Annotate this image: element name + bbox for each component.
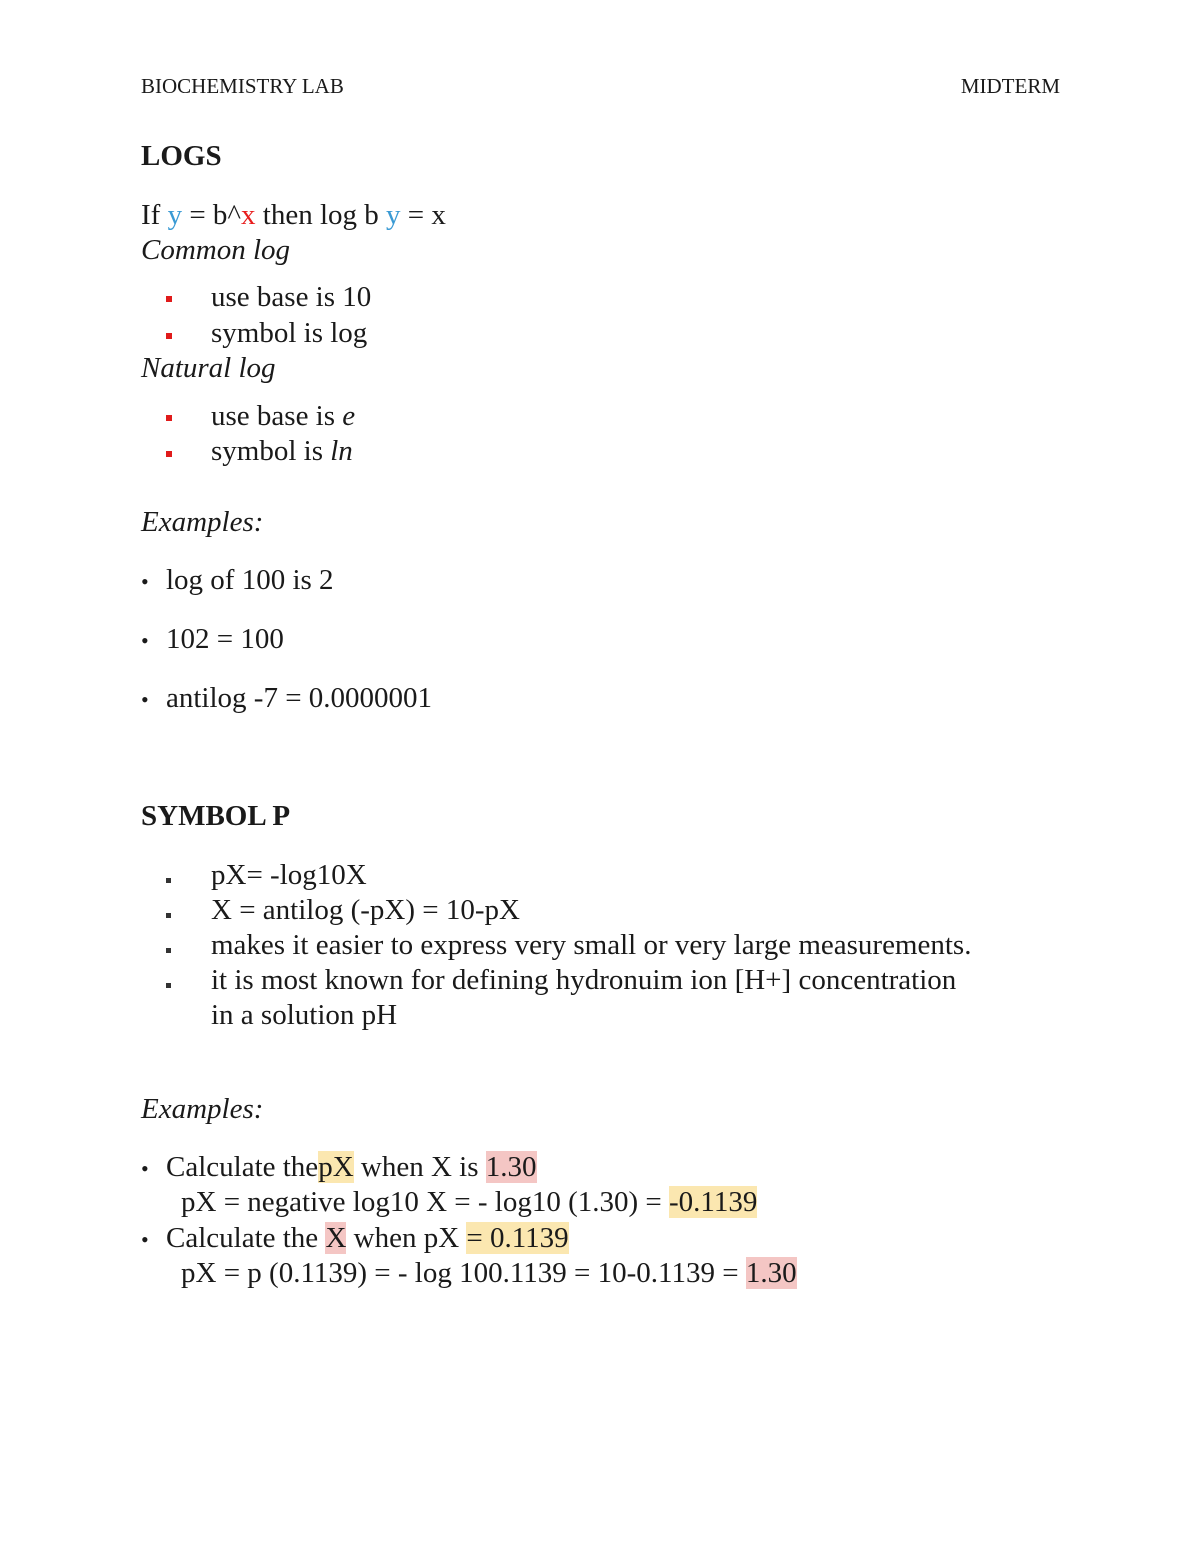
symbol-p-item: makes it easier to express very small or very large measurements. <box>211 929 972 961</box>
def-var-y: y <box>167 199 183 231</box>
bullet-square <box>166 451 172 457</box>
highlight-value: = 0.1139 <box>466 1222 569 1254</box>
common-log-item: symbol is log <box>211 317 368 349</box>
highlight-x: X <box>325 1222 347 1254</box>
log-definition <box>141 199 446 232</box>
calculation-text: pX = p (0.1139) = - log 100.1139 = 10-0.1139 = <box>181 1257 746 1289</box>
example-1-calculation <box>181 1186 757 1219</box>
natural-log-item-var: ln <box>330 435 353 467</box>
highlight-value: 1.30 <box>485 1151 537 1183</box>
example-1 <box>166 1151 537 1184</box>
symbol-p-title: SYMBOL P <box>141 800 291 832</box>
example-2-text: when pX <box>346 1222 467 1254</box>
bullet-square <box>166 983 171 988</box>
bullet-dot: • <box>141 687 149 712</box>
def-part-3: then log b <box>255 199 387 231</box>
bullet-square <box>166 333 172 339</box>
natural-log-item-text: symbol is <box>211 435 331 467</box>
example-2 <box>166 1222 569 1255</box>
highlight-result: 1.30 <box>745 1257 797 1289</box>
logs-title: LOGS <box>141 140 222 172</box>
def-part-4: = x <box>400 199 446 231</box>
symbol-p-item-continued: in a solution pH <box>211 999 398 1031</box>
example-1-text: Calculate the <box>166 1151 319 1183</box>
def-part-1: If <box>141 199 168 231</box>
highlight-result: -0.1139 <box>669 1186 758 1218</box>
highlight-px: pX <box>318 1151 354 1183</box>
natural-log-item-text: use base is <box>211 400 343 432</box>
bullet-dot: • <box>141 569 149 594</box>
symbol-p-item: X = antilog (-pX) = 10-pX <box>211 894 520 926</box>
bullet-dot: • <box>141 628 149 653</box>
examples-heading-2: Examples: <box>141 1093 264 1125</box>
natural-log-heading: Natural log <box>141 352 276 384</box>
bullet-dot: • <box>141 1156 149 1181</box>
common-log-item: use base is 10 <box>211 281 372 313</box>
bullet-square <box>166 913 171 918</box>
example-2-text: Calculate the <box>166 1222 326 1254</box>
symbol-p-item: pX= -log10X <box>211 859 367 891</box>
def-part-2: = b^ <box>182 199 242 231</box>
natural-log-item-var: e <box>342 400 356 432</box>
bullet-square <box>166 296 172 302</box>
example-1-text: when X is <box>353 1151 486 1183</box>
bullet-square <box>166 948 171 953</box>
def-var-y-2: y <box>386 199 401 231</box>
natural-log-item <box>211 400 355 433</box>
calculation-text: pX = negative log10 X = - log10 (1.30) = <box>181 1186 670 1218</box>
bullet-square <box>166 878 171 883</box>
example-item: antilog -7 = 0.0000001 <box>166 682 433 714</box>
example-item: 102 = 100 <box>166 623 284 655</box>
common-log-heading: Common log <box>141 234 291 266</box>
example-item: log of 100 is 2 <box>166 564 334 596</box>
header-left: BIOCHEMISTRY LAB <box>141 74 344 98</box>
bullet-square <box>166 415 172 421</box>
examples-heading: Examples: <box>141 506 264 538</box>
def-var-x: x <box>241 199 256 231</box>
example-2-calculation <box>181 1257 797 1290</box>
symbol-p-item: it is most known for defining hydronuim ion [H+] concentration <box>211 964 957 996</box>
header-right: MIDTERM <box>960 74 1060 98</box>
natural-log-item <box>211 435 353 468</box>
bullet-dot: • <box>141 1227 149 1252</box>
